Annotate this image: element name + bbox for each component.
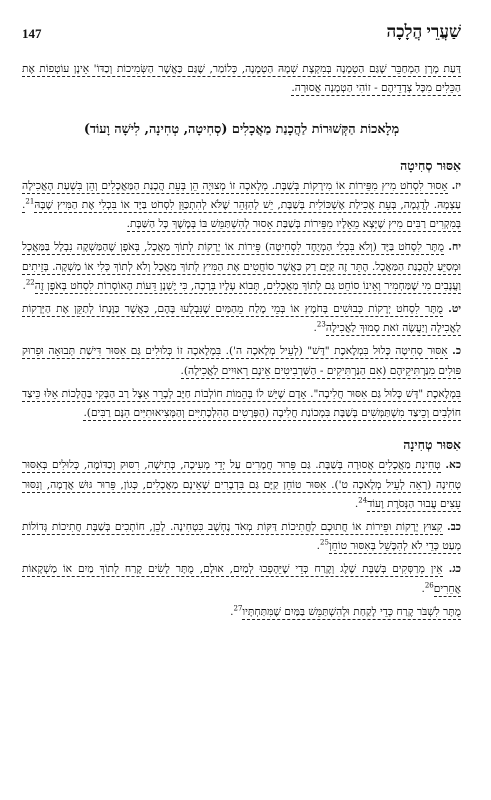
- paragraph-number: יז.: [451, 179, 462, 192]
- paragraph-text-continued: .: [230, 605, 234, 618]
- paragraph-text-continued: .: [22, 279, 26, 292]
- paragraph-text: מֻתָּר לִסְחֹט בַּיָּד (וְלֹא בִּכְלִי הַמְיֻחָד לִסְחִיטָה) פֵּירוֹת אוֹ יְרָקוֹת לְתוֹךְ מַאֲכָל, בְּאֹפֶן שֶׁהַמַּשְׁקֶה נִבְלָל בַּמַּאֲכָל וּמְסַיֵּעַ לַהֲכָנַת הַמַּאֲכָל. הֶתֵּר זֶה קַיָּם רַק כַּאֲשֶׁר סוֹחֲטִים אֶת הַמִּיץ לְתוֹךְ מַאֲכָל וְלֹא לְתוֹךְ כְּלִי אוֹ מַשְׁקֶה. בְּזֵיתִים וַעֲנָבִים מִי שֶׁמַּחְמִיר וְאֵינוֹ סוֹחֵט גַּם לְתוֹךְ מַאֲכָלִים, תָּבוֹא עָלָיו בְּרָכָה, כִּי יֶשְׁנָן דֵּעוֹת הָאוֹסְרוֹת לִסְחֹט בְּאֹפֶן זֶה: [22, 241, 461, 292]
- footnote-marker: 24: [358, 496, 368, 505]
- paragraph-text: אָסוּר לִסְחֹט מִיץ מִפֵּירוֹת אוֹ מִירָקוֹת בְּשַׁבָּת. מְלָאכָה זוֹ מְצוּיָה הֵן בְּעֵת הֲכָנַת הַמַּאֲכָלִים וְהֵן בִּשְׁעַת הָאֲכִילָה עַצְמָהּ. לְדֻגְמָה, בְּעֵת אֲכִילַת אֶשְׁכּוֹלִית בְּשַׁבָּת, יֵשׁ לְהִזָּהֵר שֶׁלֹּא לְהִתְכַּוֵּן לִסְחֹט בַּיָּד אוֹ בִּכְלִי אֶת הַמִּיץ שֶׁבָּהּ: [22, 179, 461, 212]
- intro-paragraph: [22, 60, 461, 98]
- footnote-marker: 27: [233, 604, 243, 613]
- footnote-marker: 23: [316, 320, 326, 329]
- subheading-grinding: אִסּוּר טְחִינָה: [403, 437, 461, 453]
- section-heading: מְלָאכוֹת הַקְּשׁוּרוֹת לַהֲכָנַת מַאֲכָלִים (סְחִיטָה, טְחִינָה, לִישָׁה וָעוֹד): [83, 122, 400, 138]
- footnote-marker: 22: [25, 278, 35, 287]
- footnote-marker: 26: [424, 581, 434, 590]
- paragraph-text: מֻתָּר לִשְׁבֹּר קֶרַח כְּדֵי לָקַחַת וּלְהִשְׁתַּמֵּשׁ בַּמַּיִם שֶׁמִּתַּחְתָּיו: [242, 605, 461, 618]
- paragraph-text: בִּמְלֶאכֶת "דָּשׁ כָּלוּל גַּם אִסּוּר חֲלִיבָה". אָדָם שֶׁיֵּשׁ לוֹ בְּהֵמוֹת חוֹלְבוֹת חַיָּב לְבָרֵר אֵצֶל רַב הַבָּקִי בַּהֲלָכוֹת אֵלּוּ כֵּיצַד חוֹלְבִים וְכֵיצַד מִשְׁתַּמְּשִׁים בְּשַׁבָּת בִּמְכוֹנַת חֲלִיבָה (הַפְּרָטִים הַהִלְכָתִיִּים וְהַמְּצִיאוּתִיִּים הֵנָּם רַבִּים).: [22, 387, 461, 420]
- paragraph-text-continued: .: [421, 582, 425, 595]
- paragraph-17: [22, 177, 461, 235]
- paragraph-23: [22, 560, 461, 598]
- paragraph-19: [22, 300, 461, 338]
- subheading-squeezing: אִסּוּר סְחִיטָה: [400, 157, 461, 173]
- paragraph-text: אֵין מְרַסְּקִים בְּשַׁבָּת שֶׁלֶג וְקֶרַח כְּדֵי שֶׁיֵּהָפְכוּ לְמַיִם, אוּלָם, מֻתָּר לָשִׂים קֶרַח לְתוֹךְ מַיִם אוֹ מַשְׁקָאוֹת אֲחֵרִים: [22, 563, 461, 595]
- paragraph-number: כ.: [452, 345, 461, 358]
- footnote-marker: 21: [25, 197, 35, 206]
- paragraph-number: כא.: [445, 459, 462, 472]
- paragraph-23b: [22, 603, 461, 622]
- paragraph-number: יח.: [448, 241, 461, 254]
- paragraph-20b: [22, 385, 461, 423]
- paragraph-22: [22, 518, 461, 556]
- intro-text: דַּעַת מָרָן הַמְחַבֵּר שֶׁגַּם הַטְמָנָה בְּמִקְצָת שְׁמָהּ הַטְמָנָה, כְּלוֹמַר, שֶׁגַּם כַּאֲשֶׁר הַשְּׂמִיכוֹת וְכַדּוֹ' אֵינָן עוֹטְפוֹת אֶת הַכֵּלִים מִכָּל צְדָדֵיהֶם - זוֹהִי הַטְמָנָה אֲסוּרָה.: [22, 63, 461, 95]
- paragraph-text: קִצּוּץ יְרָקוֹת וּפֵירוֹת אוֹ חֲתוּכָם לַחֲתִיכוֹת דַּקּוֹת מְאֹד נֶחְשָׁב כִּטְחִינָה. לָכֵן, חוֹתְכִים בְּשַׁבָּת חֲתִיכוֹת גְּדוֹלוֹת מְעַט כְּדֵי לֹא לְהִכָּשֵׁל בְּאִסּוּר טוֹחֵן: [22, 521, 461, 553]
- paragraph-text-continued: .: [313, 322, 317, 335]
- paragraph-number: כג.: [448, 563, 461, 576]
- paragraph-20: [22, 342, 461, 380]
- page-content: [22, 60, 461, 626]
- paragraph-text-continued: .: [354, 497, 359, 510]
- paragraph-21: [22, 456, 461, 514]
- paragraph-text: טְחִינַת מַאֲכָלִים אֲסוּרָה בְּשַׁבָּת. גַּם פֵּרוּר חֲמָרִים עַל יְדֵי מְעִיכָה, כְּתִישָׁה, רִסּוּק וְכַדּוֹמֶה, כְּלוּלִים בְּאִסּוּר טְחִינָה (רְאֵה לְעֵיל מְלָאכָה ט'). אִסּוּר טוֹחֵן קַיָּם גַּם בִּדְבָרִים שֶׁאֵינָם מַאֲכָלִים, כְּגוֹן, פֵּרוּר גּוּשׁ אֲדָמָה, וְנִסּוּר עֵצִים עֲבוּר הַנְּסֹרֶת וָעוֹד: [22, 459, 461, 510]
- running-title: שַׁעֲרֵי הֲלָכָה: [386, 22, 461, 41]
- paragraph-text: אִסּוּר סְחִיטָה כָּלוּל בִּמְלֶאכֶת "דָּשׁ" (לְעֵיל מְלָאכָה ה'). בִּמְלָאכָה זוֹ כְּלוּלִים גַּם אִסּוּר דִּישַׁת תְּבוּאָה וּפֵרוּק פּוּלִים מִנַּרְתִּיקֵיהֶם (אִם הַנַּרְתִּיקִים - הַשַּׁרְבִיטִים אֵינָם רְאוּיִים לַאֲכִילָה).: [22, 345, 461, 377]
- paragraph-text-continued: . בְּמִקְרִים רַבִּים מִיץ שֶׁיָּצָא מֵאֵלָיו מִפֵּירוֹת בְּשַׁבַּת אָסוּר לְהִשְׁתַּמֵּשׁ בּוֹ בְּמֶשֶׁךְ כָּל הַשַּׁבָּת.: [22, 199, 461, 231]
- paragraph-text: מֻתָּר לִסְחֹט יְרָקוֹת כְּבוּשִׁים בְּחֹמֶץ אוֹ בְּמֵי מֶלַח מֵהַמַּיִם שֶׁנִּבְלְעוּ בָּהֶם, כַּאֲשֶׁר כַּוָּנָתוֹ לְתַקֵּן אֶת הַיְּרָקוֹת לַאֲכִילָה וְיַעֲשֶׂה זֹאת סָמוּךְ לַאֲכִילָה: [22, 303, 461, 335]
- paragraph-number: יט.: [448, 303, 461, 316]
- paragraph-text-continued: .: [316, 540, 321, 553]
- paragraph-number: כב.: [447, 521, 461, 534]
- paragraph-18: [22, 238, 461, 296]
- page-number: 147: [22, 26, 42, 41]
- footnote-marker: 25: [320, 538, 329, 547]
